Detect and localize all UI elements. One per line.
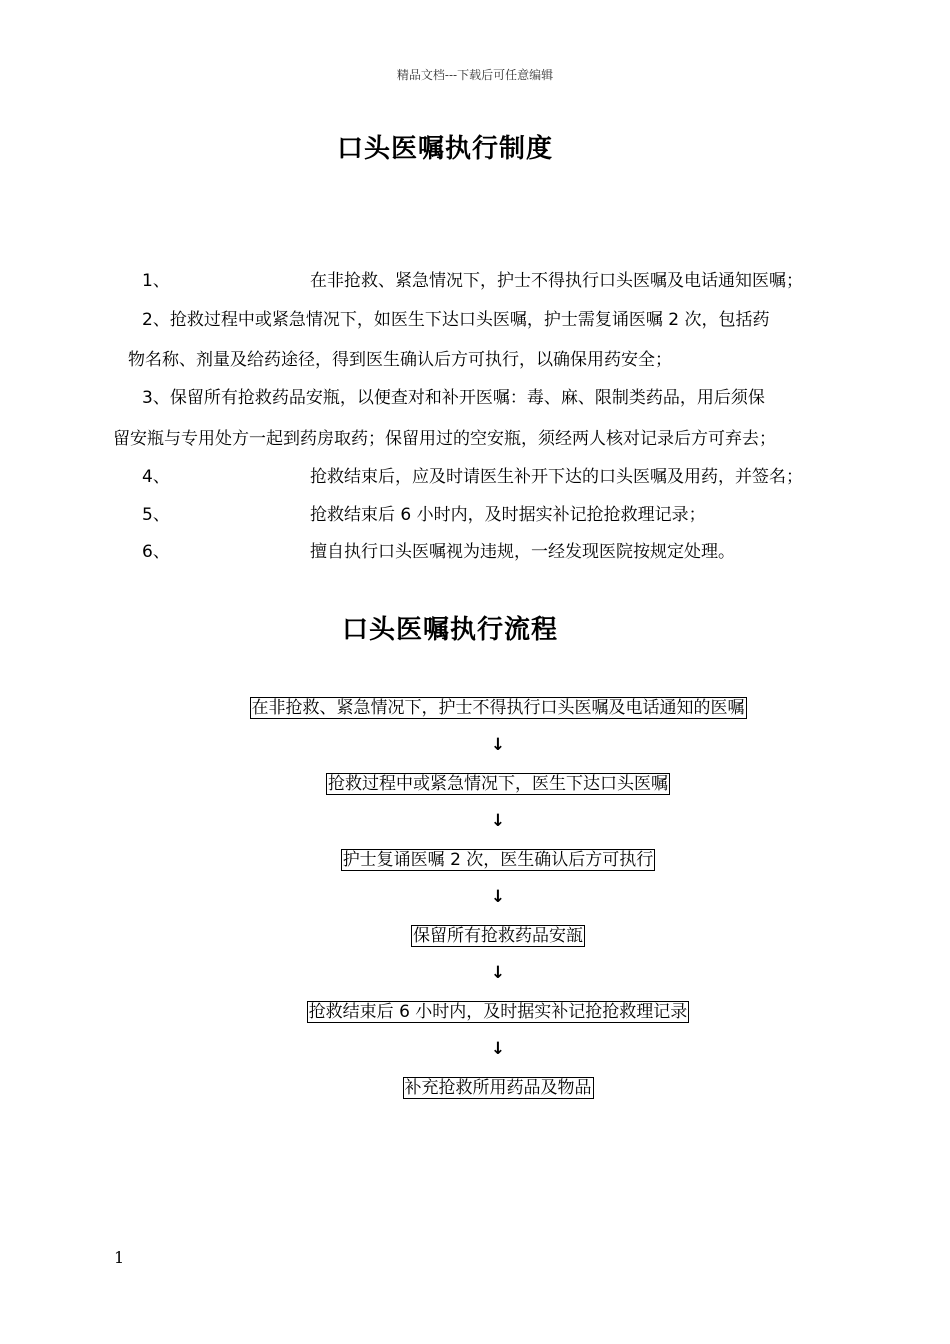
- rule-5-text: 抢救结束后 6 小时内，及时据实补记抢抢救理记录；: [310, 505, 706, 525]
- rule-6-number: 6、: [142, 542, 170, 562]
- rule-4-text: 抢救结束后，应及时请医生补开下达的口头医嘱及用药，并签名；: [310, 467, 803, 487]
- flow-arrow-2: ↓: [490, 811, 506, 831]
- flow-arrow-4: ↓: [490, 963, 506, 983]
- page-number: 1: [114, 1248, 125, 1267]
- flow-step-5: [0, 1001, 950, 1023]
- flow-step-4: [0, 925, 950, 947]
- rule-1-text: 在非抢救、紧急情况下，护士不得执行口头医嘱及电话通知医嘱；: [310, 271, 803, 291]
- flow-arrow-5: ↓: [490, 1039, 506, 1059]
- page-header: 精品文档---下载后可任意编辑: [396, 68, 554, 82]
- rule-4: [142, 465, 803, 489]
- rule-5-number: 5、: [142, 505, 170, 525]
- flow-arrow-3: ↓: [490, 887, 506, 907]
- flow-step-3: [0, 849, 950, 871]
- rule-1-number: 1、: [142, 271, 170, 291]
- flow-step-5-box: 抢救结束后 6 小时内，及时据实补记抢抢救理记录: [308, 1002, 688, 1022]
- rule-3-line-1: 3、保留所有抢救药品安瓶，以便查对和补开医嘱：毒、麻、限制类药品，用后须保: [142, 388, 765, 408]
- rule-6-text: 擅自执行口头医嘱视为违规，一经发现医院按规定处理。: [310, 542, 735, 562]
- flow-step-6: [0, 1077, 950, 1099]
- rules-title: 口头医嘱执行制度: [336, 134, 553, 164]
- flow-step-1: [0, 697, 950, 719]
- rule-2-line-1: 2、抢救过程中或紧急情况下，如医生下达口头医嘱，护士需复诵医嘱 2 次，包括药: [142, 310, 770, 330]
- rule-1: [142, 269, 803, 293]
- rule-2-line-2: 物名称、剂量及给药途径，得到医生确认后方可执行，以确保用药安全；: [128, 350, 672, 370]
- rule-6: [142, 540, 735, 564]
- flow-step-2-box: 抢救过程中或紧急情况下，医生下达口头医嘱: [328, 774, 668, 794]
- flow-step-6-box: 补充抢救所用药品及物品: [404, 1078, 592, 1098]
- flow-title: 口头医嘱执行流程: [341, 615, 558, 645]
- flow-step-2: [0, 773, 950, 795]
- flow-step-4-box: 保留所有抢救药品安瓿: [413, 926, 583, 946]
- rule-4-number: 4、: [142, 467, 170, 487]
- flow-arrow-1: ↓: [490, 735, 506, 755]
- rule-5: [142, 503, 706, 527]
- flow-step-1-box: 在非抢救、紧急情况下，护士不得执行口头医嘱及电话通知的医嘱: [251, 698, 745, 718]
- rule-3-line-2: 留安瓶与专用处方一起到药房取药；保留用过的空安瓶，须经两人核对记录后方可弃去；: [113, 429, 776, 449]
- flow-step-3-box: 护士复诵医嘱 2 次，医生确认后方可执行: [342, 850, 654, 870]
